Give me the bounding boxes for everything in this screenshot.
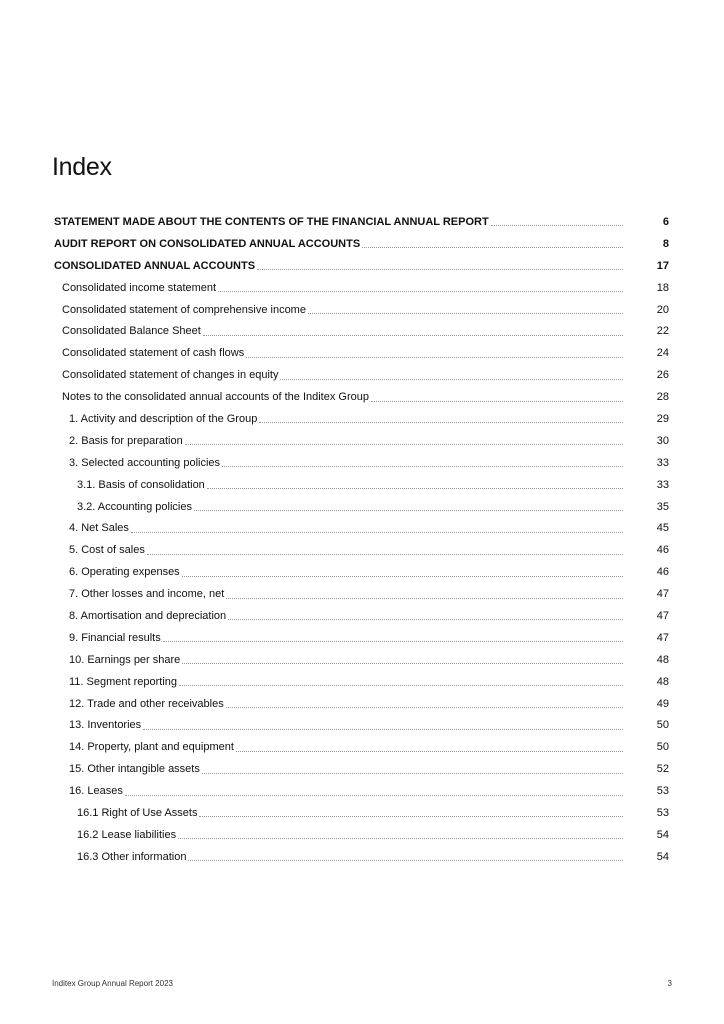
- toc-dot-leader: [257, 269, 623, 270]
- toc-dot-leader: [182, 576, 623, 577]
- toc-entry[interactable]: [0, 299, 724, 321]
- toc-entry-label: 8. Amortisation and depreciation: [69, 609, 227, 622]
- toc-entry[interactable]: [0, 780, 724, 802]
- toc-entry-label: 3. Selected accounting policies: [69, 456, 221, 469]
- toc-entry-page: 33: [656, 456, 669, 469]
- toc-entry[interactable]: [0, 671, 724, 693]
- toc-dot-leader: [147, 554, 623, 555]
- toc-entry-label: 9. Financial results: [69, 631, 161, 644]
- footer-page-number: 3: [667, 979, 672, 988]
- toc-entry-content: [0, 346, 669, 360]
- toc-dot-leader: [222, 466, 623, 467]
- toc-dot-leader: [199, 816, 623, 817]
- toc-entry-label: 16.1 Right of Use Assets: [77, 806, 198, 819]
- toc-entry-content: [0, 806, 669, 820]
- toc-entry[interactable]: [0, 736, 724, 758]
- toc-dot-leader: [131, 532, 623, 533]
- toc-entry-page: 28: [656, 391, 669, 404]
- toc-entry-label: 3.2. Accounting policies: [77, 500, 192, 513]
- toc-entry[interactable]: [0, 277, 724, 299]
- toc-entry-page: 47: [656, 588, 669, 601]
- toc-entry[interactable]: [0, 233, 724, 255]
- toc-entry[interactable]: [0, 430, 724, 452]
- toc-dot-leader: [226, 707, 623, 708]
- toc-entry-page: 30: [656, 434, 669, 447]
- toc-entry[interactable]: [0, 408, 724, 430]
- toc-entry-page: 46: [656, 566, 669, 579]
- toc-entry-label: 1. Activity and description of the Group: [69, 412, 258, 425]
- toc-dot-leader: [226, 598, 623, 599]
- toc-entry-label: Consolidated statement of changes in equity: [62, 369, 279, 382]
- toc-entry-label: Notes to the consolidated annual accounts of the Inditex Group: [62, 391, 369, 404]
- toc-entry-content: [0, 434, 669, 448]
- toc-dot-leader: [125, 795, 623, 796]
- toc-entry-page: 35: [656, 500, 669, 513]
- toc-entry-page: 33: [656, 478, 669, 491]
- toc-dot-leader: [280, 379, 623, 380]
- toc-entry[interactable]: [0, 802, 724, 824]
- toc-entry[interactable]: [0, 583, 724, 605]
- toc-entry-label: 16.2 Lease liabilities: [77, 828, 177, 841]
- toc-dot-leader: [228, 619, 623, 620]
- toc-entry-content: [0, 718, 669, 732]
- toc-dot-leader: [236, 751, 623, 752]
- toc-entry-page: 26: [656, 369, 669, 382]
- toc-entry-label: 4. Net Sales: [69, 522, 129, 535]
- toc-dot-leader: [308, 313, 623, 314]
- toc-dot-leader: [179, 685, 623, 686]
- toc-entry-label: 10. Earnings per share: [69, 653, 181, 666]
- toc-dot-leader: [259, 422, 623, 423]
- toc-entry[interactable]: [0, 846, 724, 868]
- toc-entry-page: 45: [656, 522, 669, 535]
- toc-entry-page: 53: [656, 806, 669, 819]
- toc-entry-content: [0, 675, 669, 689]
- toc-entry[interactable]: [0, 386, 724, 408]
- toc-entry-content: [0, 303, 669, 317]
- toc-entry-page: 54: [656, 850, 669, 863]
- toc-dot-leader: [182, 663, 623, 664]
- toc-entry-content: [0, 324, 669, 338]
- toc-entry-content: [0, 609, 669, 623]
- toc-entry-page: 47: [656, 609, 669, 622]
- toc-entry-content: [0, 740, 669, 754]
- toc-entry-page: 24: [656, 347, 669, 360]
- toc-entry[interactable]: [0, 649, 724, 671]
- toc-entry[interactable]: [0, 517, 724, 539]
- table-of-contents: [0, 211, 724, 868]
- toc-entry-label: AUDIT REPORT ON CONSOLIDATED ANNUAL ACCOUNTS: [54, 237, 361, 250]
- toc-entry-content: [0, 565, 669, 579]
- toc-entry-page: 17: [656, 259, 669, 272]
- toc-entry[interactable]: [0, 824, 724, 846]
- toc-entry-page: 18: [656, 281, 669, 294]
- toc-entry[interactable]: [0, 693, 724, 715]
- toc-entry-content: [0, 631, 669, 645]
- toc-entry-page: 52: [656, 763, 669, 776]
- toc-entry-page: 22: [656, 325, 669, 338]
- toc-entry[interactable]: [0, 539, 724, 561]
- toc-entry-label: 12. Trade and other receivables: [69, 697, 224, 710]
- toc-entry-content: [0, 478, 669, 492]
- toc-entry-page: 46: [656, 544, 669, 557]
- toc-entry-label: CONSOLIDATED ANNUAL ACCOUNTS: [54, 259, 256, 272]
- toc-entry-content: [0, 368, 669, 382]
- toc-entry-page: 8: [662, 237, 669, 250]
- toc-dot-leader: [362, 247, 623, 248]
- toc-entry[interactable]: [0, 758, 724, 780]
- toc-entry-content: [0, 762, 669, 776]
- toc-entry[interactable]: [0, 255, 724, 277]
- toc-entry-content: [0, 828, 669, 842]
- toc-entry-content: [0, 784, 669, 798]
- toc-entry-label: 5. Cost of sales: [69, 544, 145, 557]
- toc-dot-leader: [194, 510, 623, 511]
- toc-entry[interactable]: [0, 714, 724, 736]
- toc-entry-label: Consolidated statement of cash flows: [62, 347, 245, 360]
- toc-entry-label: 15. Other intangible assets: [69, 763, 200, 776]
- toc-entry[interactable]: [0, 627, 724, 649]
- toc-entry-label: STATEMENT MADE ABOUT THE CONTENTS OF THE FINANCIAL ANNUAL REPORT: [54, 215, 489, 228]
- toc-entry-page: 47: [656, 631, 669, 644]
- toc-entry-page: 49: [656, 697, 669, 710]
- toc-entry-label: 13. Inventories: [69, 719, 142, 732]
- toc-entry[interactable]: [0, 211, 724, 233]
- toc-entry-content: [0, 456, 669, 470]
- toc-entry-content: [0, 412, 669, 426]
- toc-dot-leader: [163, 641, 623, 642]
- footer-report-name: Inditex Group Annual Report 2023: [52, 979, 173, 988]
- toc-entry[interactable]: [0, 452, 724, 474]
- toc-entry-label: 16.3 Other information: [77, 850, 187, 863]
- toc-entry[interactable]: [0, 474, 724, 496]
- toc-dot-leader: [188, 860, 623, 861]
- toc-entry-content: [0, 543, 669, 557]
- toc-dot-leader: [178, 838, 623, 839]
- toc-dot-leader: [218, 291, 623, 292]
- toc-entry[interactable]: [0, 342, 724, 364]
- toc-dot-leader: [371, 401, 623, 402]
- toc-entry-label: 3.1. Basis of consolidation: [77, 478, 205, 491]
- toc-entry-label: 14. Property, plant and equipment: [69, 741, 234, 754]
- toc-entry-label: Consolidated statement of comprehensive income: [62, 303, 306, 316]
- toc-entry[interactable]: [0, 561, 724, 583]
- toc-dot-leader: [491, 225, 623, 226]
- toc-entry-label: 6. Operating expenses: [69, 566, 180, 579]
- toc-entry-label: 2. Basis for preparation: [69, 434, 183, 447]
- toc-entry-content: [0, 653, 669, 667]
- toc-entry-content: [0, 215, 669, 229]
- toc-entry-content: [0, 850, 669, 864]
- toc-entry[interactable]: [0, 364, 724, 386]
- toc-entry[interactable]: [0, 320, 724, 342]
- toc-dot-leader: [203, 335, 623, 336]
- toc-entry-page: 29: [656, 412, 669, 425]
- page-title: Index: [52, 153, 112, 181]
- toc-entry-content: [0, 521, 669, 535]
- toc-entry-page: 48: [656, 653, 669, 666]
- toc-entry-content: [0, 500, 669, 514]
- toc-entry-content: [0, 259, 669, 273]
- toc-entry-label: 7. Other losses and income, net: [69, 588, 225, 601]
- toc-entry-content: [0, 697, 669, 711]
- toc-entry-label: 11. Segment reporting: [69, 675, 178, 688]
- toc-entry-page: 50: [656, 741, 669, 754]
- toc-entry-page: 20: [656, 303, 669, 316]
- toc-entry-label: 16. Leases: [69, 785, 123, 798]
- toc-dot-leader: [143, 729, 623, 730]
- toc-entry-page: 6: [662, 215, 669, 228]
- toc-entry-label: Consolidated income statement: [62, 281, 217, 294]
- toc-entry-content: [0, 237, 669, 251]
- toc-entry-page: 53: [656, 785, 669, 798]
- toc-entry-page: 54: [656, 828, 669, 841]
- toc-entry-content: [0, 281, 669, 295]
- toc-entry-page: 48: [656, 675, 669, 688]
- toc-entry-content: [0, 390, 669, 404]
- toc-entry[interactable]: [0, 496, 724, 518]
- toc-dot-leader: [185, 444, 623, 445]
- toc-entry-content: [0, 587, 669, 601]
- toc-entry-page: 50: [656, 719, 669, 732]
- toc-dot-leader: [207, 488, 623, 489]
- toc-dot-leader: [202, 773, 623, 774]
- toc-entry[interactable]: [0, 605, 724, 627]
- toc-dot-leader: [246, 357, 623, 358]
- toc-entry-label: Consolidated Balance Sheet: [62, 325, 201, 338]
